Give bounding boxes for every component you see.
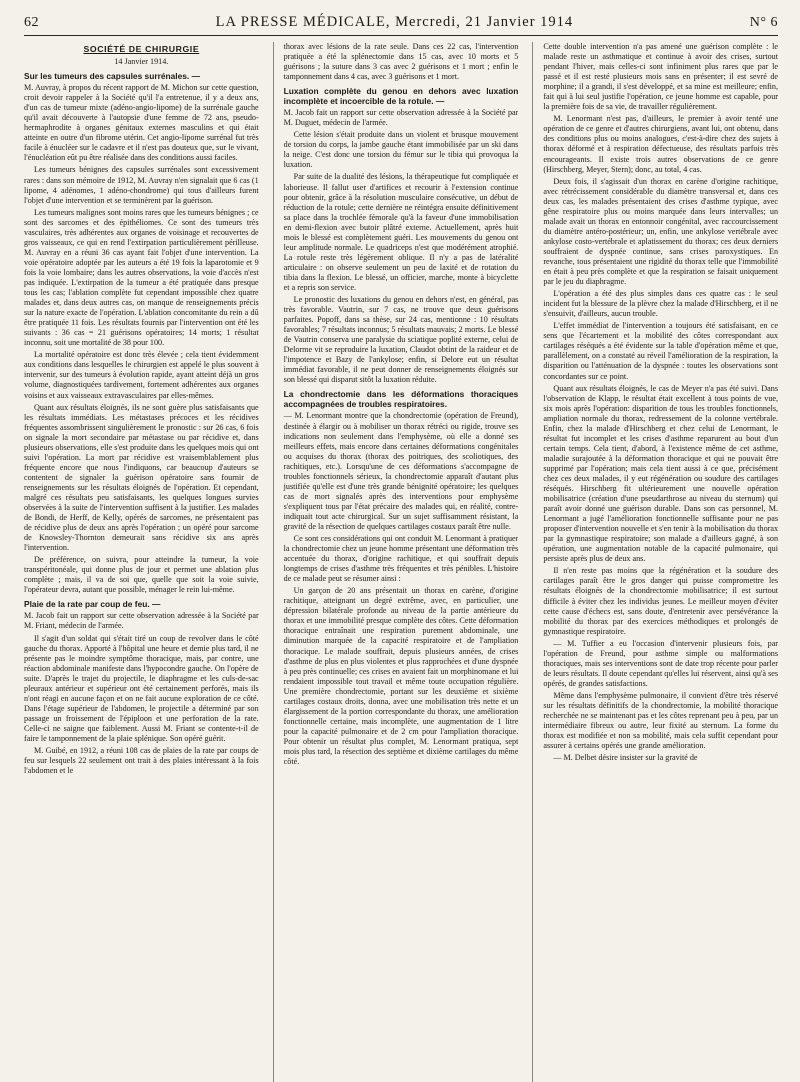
paragraph: L'opération a été des plus simples dans ces quatre cas : le seul incident fut la blessure de la plèvre chez la malade d'Hirschberg, et il ne s'ensuivit, d'ailleurs, aucun trouble. bbox=[543, 289, 778, 319]
paragraph: — M. Delbet désire insister sur la gravité de bbox=[553, 753, 698, 763]
paragraph: M. Auvray, à propos du récent rapport de M. Michon sur cette question, croit devoir rappeler à la Société qu'il l'a entretenue, il y a deux ans, d'un cas de tumeur mixte (adéno-angio-lipome) de la surrénale gauche qu'il avait découverte à l'autopsie d'une femme de 72 ans, pseudo-hermaphrodite à organes génitaux externes masculins et qui était atteinte en outre d'un fibrome utérin. Cet angio-lipome surrénal fut très facile à énucléer sur le cadavre et il n'est pas douteux que, sur le vivant, l'énucléation eût pu être réalisée dans des conditions aussi faciles. bbox=[24, 83, 259, 163]
paragraph: Quant aux résultats éloignés, ils ne sont guère plus satisfaisants que les résultats immédiats. Les métastases précoces et les récidives fréquentes assombrissent singulièrement le pronostic : sur 26 cas, 6 fois on signale la mort secondaire par métastase ou par récidive et, dans plusieurs observations, elle s'est produite dans les quelques mois qui ont suivi l'opération. La mort par récidive est vraisemblablement plus fréquente encore que nous l'indiquons, car beaucoup d'auteurs se contentent de signaler la guérison opératoire sans fournir de renseignements sur les résultats éloignés de l'opération. Et cependant, malgré ces résultats peu satisfaisants, les quelques longues survies observées à la suite de l'intervention suffisent à la justifier. Les malades de Bondi, de Herff, de Kelly, opérés de sarcomes, ne présentaient pas de récidive plus de deux ans après l'opération ; un opéré pour sarcome de Knowsley-Thornton demeurait sans récidive six ans après l'intervention. bbox=[24, 402, 259, 553]
column-1 bbox=[24, 42, 259, 1082]
paragraph: Cette double intervention n'a pas amené une guérison complète : le malade reste un asthmatique et continue à avoir des crises, surtout pendant l'hiver, mais celles-ci sont infiniment plus rares que par le passé et il est resté plusieurs mois sans en présenter; il est sevré de morphine; il a grandi, il s'est développé, et sa mine est meilleure; enfin, fait qui à lui seul justifie l'opération, ce jeune homme est capable, pour la première fois de sa vie, de travailler régulièrement. bbox=[543, 42, 778, 112]
paragraph: L'effet immédiat de l'intervention a toujours été satisfaisant, en ce sens que l'écartement et la mobilité des côtes correspondant aux cartilages réséqués a été évidente sur la table d'opération même et que, parallèlement, on a constaté au réveil l'amélioration de la respiration, la disparition ou l'atténuation de la dyspnée : toutes les observations sont concordantes sur ce point. bbox=[543, 321, 778, 381]
paragraph: Les tumeurs malignes sont moins rares que les tumeurs bénignes ; ce sont des sarcomes et des épithéliomes. Ce sont des tumeurs très vasculaires, très adhérentes aux organes de voisinage et recouvertes de gros vaisseaux, ce qui en rend l'extirpation particulièrement périlleuse. M. Auvray en a réuni 36 cas ayant fait l'objet d'une intervention. La voie opératoire adoptée par les auteurs a été 19 fois la laparotomie et 9 fois la voie lombaire; dans les autres observations, la voie d'accès n'est pas indiquée. L'extirpation de la tumeur a été pratiquée dans presque tous les cas; l'ablation complète fut cependant impossible chez quatre malades et, dans deux autres cas, on manque de renseignements précis sur la nature exacte de l'opération. L'ablation concomitante du rein a dû être pratiquée 11 fois. Les résultats fournis par l'intervention ont été les suivants : 36 cas = 21 guérisons opératoires; 14 morts; 1 résultat inconnu, soit une mortalité de 38 pour 100. bbox=[24, 207, 259, 348]
paragraph: Il n'en reste pas moins que la régénération et la soudure des cartilages paraît être le gros danger qui puisse compromettre les résultats éloignés de la chondrectomie mobilisatrice; il est surtout difficile à éviter chez les individus jeunes. Le meilleur moyen d'éviter cette cause d'échecs est, sans doute, d'entretenir avec persévérance la mobilité du thorax par des exercices méthodiques et prolongés de gymnastique respiratoire. bbox=[543, 566, 778, 636]
paragraph: Les tumeurs bénignes des capsules surrénales sont excessivement rares : dans son mémoire de 1912, M. Auvray n'en signalait que 6 cas (1 lipome, 4 adénomes, 1 adéno-chondrome) qui tous d'ailleurs furent l'objet d'une intervention et se terminèrent par la guérison. bbox=[24, 165, 259, 205]
heading-luxation-genou: Luxation complète du genou en dehors avec luxation incomplète et incoercible de la rotule. — bbox=[283, 86, 519, 107]
paragraph: Il s'agit d'un soldat qui s'était tiré un coup de revolver dans le côté gauche du thorax. Apporté à l'hôpital une heure et demie plus tard, il ne présente pas le moindre symptôme thoracique, mais, par contre, une réaction abdominale manifeste dans l'hypocondre gauche. On l'opère de suite. D'après le trajet du projectile, le diaphragme et les culs-de-sac pleuraux antérieur et supérieur ont été certainement perforés, mais ils n'ont réagi en aucune façon et on ne fait aucune exploration de ce côté. Dans l'étage supérieur de l'abdomen, le projectile a déterminé par son passage un froissement de l'épiploon et une perforation de la rate. Celle-ci ne saigne que faiblement. Aussi M. Friant se contente-t-il de faire le tamponnement de la plaie splénique. Son opéré guérit. bbox=[24, 633, 259, 743]
paragraph: M. Guibé, en 1912, a réuni 108 cas de plaies de la rate par coups de feu sur lesquels 22 seulement ont trait à des plaies intéressant à la fois l'abdomen et le bbox=[24, 746, 259, 776]
column-2 bbox=[273, 42, 519, 1082]
masthead bbox=[24, 14, 778, 36]
heading-plaie-rate: Plaie de la rate par coup de feu. — bbox=[24, 599, 161, 610]
paragraph: Deux fois, il s'agissait d'un thorax en carène d'origine rachitique, avec rétrécissement considérable du diamètre transversal et, dans ces deux cas, les malades présentaient des crises d'asthme typique, avec gêne respiratoire plus ou moins marquée dans leurs intervalles; un malade avait un thorax en entonnoir congénital, avec raccourcissement du diamètre antéro-postérieur; un, enfin, une ankylose vertébrale avec ankylose costo-vertébrale et aplatissement du thorax; ces deux derniers souffraient de dyspnée continue, sans crises paroxystiques. En revanche, tous présentaient une rigidité du thorax telle que l'immobilité en était à peu près complète et que la respiration se faisait uniquement par le jeu du diaphragme. bbox=[543, 176, 778, 287]
paragraph: Le pronostic des luxations du genou en dehors n'est, en général, pas très favorable. Vautrin, sur 7 cas, ne trouve que deux guérisons parfaites. Popoff, dans sa thèse, sur 24 cas, mentionne : 10 résultats favorables; 7 résultats inconnus; 5 résultats mauvais; 2 morts. Le blessé de Vautrin conserva une paralysie du sciatique poplité externe, celui de Delorme vit se reproduire la luxation, Claudot obtint de la raideur et de l'impotence et Bazy de l'ankylose; enfin, si Delore eut un résultat immédiat favorable, il ne peut donner de renseignements éloignés sur son blessé qui disparut sitôt la luxation réduite. bbox=[283, 295, 519, 385]
paragraph: Même dans l'emphysème pulmonaire, il convient d'être très réservé sur les résultats définitifs de la chondrectomie, la mobilité thoracique recherchée ne se maintenant pas et les côtes reprenant peu à peu, par un intermédiaire fibreux ou autre, leur fixité au sternum. La forme du thorax est modifiée et non sa mobilité, mais cela suffit cependant pour assurer à certains opérés une grande amélioration. bbox=[543, 690, 778, 751]
paragraph: Un garçon de 20 ans présentait un thorax en carène, d'origine rachitique, atteignant un degré extrême, avec, en particulier, une dépression bilatérale profonde au niveau de la partie antérieure du thorax et une immobilité presque complète des côtes. Cette déformation thoracique entraînait une respiration purement abdominale, une diminution marquée de la capacité respiratoire et de l'ampliation thoracique. Le malade souffrait, depuis plusieurs années, de crises d'asthme de plus en plus violentes et plus rapprochées et d'une dyspnée à peu près continuelle; ces crises en avaient fait un morphinomane et lui rendaient impossible tout travail et même toute occupation régulière. Une première chondrectomie, portant sur les deuxième et sixième cartilages costaux droits, donna, avec une mobilisation très nette et un élargissement de la portion correspondante du thorax, une amélioration fonctionnelle certaine, mais incomplète, une augmentation de 1 litre pour la capacité pulmonaire et de 2 cm pour l'ampliation thoracique. Pour obtenir un résultat plus complet, M. Lenormant pratiqua, sept mois plus tard, la résection des septième et dixième cartilages du même côté. bbox=[283, 586, 519, 767]
paragraph: — M. Tuffier a eu l'occasion d'intervenir plusieurs fois, par l'opération de Freund, pour asthme simple ou malformations thoraciques, mais ses interventions sont de date trop récente pour parler de leurs résultats. Il doute cependant qu'elles lui réservent, ainsi qu'à ses opérés, de grandes satisfactions. bbox=[543, 638, 778, 688]
issue-number: N° 6 bbox=[749, 15, 778, 30]
page-number: 62 bbox=[24, 15, 39, 30]
paragraph: M. Lenormant n'est pas, d'ailleurs, le premier à avoir tenté une opération de ce genre et d'autres chirurgiens, avant lui, ont obtenu, dans des conditions plus ou moins analogues, c'est-à-dire chez des sujets à thorax déformé et à respiration défectueuse, des résultats parfois très encourageants. Il existe trois autres observations de ce genre (Hirschberg, Meyer, Stern); donc, au total, 4 cas. bbox=[543, 114, 778, 174]
paragraph: — M. Lenormant montre que la chondrectomie (opération de Freund), destinée à élargir ou à mobiliser un thorax rétréci ou rigide, trouve ses indications non seulement dans l'emphysème, où elle a donné ses meilleurs effets, mais encore dans certaines déformations congénitales ou acquises du thorax (thorax des poitriques, des scoliotiques, des rachitiques, etc.). Lorsqu'une de ces déformations s'accompagne de troubles fonctionnels sérieux, la chondrectomie apparaît d'autant plus justifiée qu'elle est d'une très grande bénignité opératoire; les quelques cas de mort signalés après des interventions pour emphysème s'expliquent tous par l'état précaire des malades qui, en réalité, contre-indiquait tout acte chirurgical. Sur un sujet suffisamment résistant, la gravité de la résection de quelques cartilages costaux paraît être nulle. bbox=[283, 411, 519, 531]
article-columns bbox=[24, 42, 778, 1082]
paragraph: Ce sont ces considérations qui ont conduit M. Lenormant à pratiquer la chondrectomie chez un jeune homme présentant une déformation très accentuée du thorax, d'origine rachitique, et qui souffrait depuis longtemps de crises d'asthme très fréquentes et très pénibles. L'histoire de ce malade peut se résumer ainsi : bbox=[283, 534, 519, 584]
paragraph: Par suite de la dualité des lésions, la thérapeutique fut compliquée et laborieuse. Il fallut user d'artifices et recourir à l'extension continue pour obtenir, grâce à la résolution musculaire consécutive, un début de réduction de la rotule; cette dernière ne réintégra ensuite définitivement sa place dans la trochlée fémorale qu'à la faveur d'une immobilisation en demi-flexion avec butoir plâtré externe. Actuellement, après huit mois le blessé est complètement guéri. Les mouvements du genou ont leur amplitude normale. Le quadriceps n'est que modérément atrophié. La rotule reste très légèrement oblique. Il n'y a pas de latéralité articulaire : on observe seulement un peu de laxité et de rotation du tibia dans la flexion. Le blessé, un officier, marche, monte à bicyclette et a repris son service. bbox=[283, 172, 519, 292]
paragraph: M. Jacob fait un rapport sur cette observation adressée à la Société par M. Friant, médecin de l'armée. bbox=[24, 611, 259, 631]
section-title: SOCIÉTÉ DE CHIRURGIE bbox=[83, 44, 200, 54]
column-3 bbox=[532, 42, 778, 1082]
paragraph: thorax avec lésions de la rate seule. Dans ces 22 cas, l'intervention pratiquée a été la splénectomie dans 15 cas, avec 10 morts et 5 guérisons ; la suture dans 3 cas avec 2 guérisons et 1 mort ; enfin le tamponnement dans 4 cas, avec 3 guérisons et 1 mort. bbox=[283, 42, 519, 82]
paragraph: Cette lésion s'était produite dans un violent et brusque mouvement de torsion du corps, la jambe gauche étant immobilisée par un ski dans la neige. C'est donc une torsion du fémur sur le tibia qui provoqua la luxation. bbox=[283, 130, 519, 170]
heading-chondrectomie: La chondrectomie dans les déformations thoraciques accompagnées de troubles respiratoires. bbox=[283, 389, 519, 410]
heading-surrenales: Sur les tumeurs des capsules surrénales. — bbox=[24, 71, 200, 82]
paragraph: La mortalité opératoire est donc très élevée ; cela tient évidemment aux conditions dans lesquelles le chirurgien est appelé le plus souvent à intervenir, sur des tumeurs à évolution rapide, ayant atteint déjà un gros volume, diagnostiquées tardivement, fortement adhérentes aux organes voisins et aux vaisseaux extravasculaires par elles-mêmes. bbox=[24, 350, 259, 400]
journal-title: LA PRESSE MÉDICALE, Mercredi, 21 Janvier 1914 bbox=[215, 14, 574, 30]
paragraph: M. Jacob fait un rapport sur cette observation adressée à la Société par M. Duguet, médecin de l'armée. bbox=[283, 108, 519, 128]
paragraph: Quant aux résultats éloignés, le cas de Meyer n'a pas été suivi. Dans l'observation de Klapp, le résultat était excellent à tous points de vue, six mois après l'opération: disparition de tous les troubles fonctionnels, ampliation normale du thorax, redressement de la colonne vertébrale. Enfin, chez la malade d'Hirschberg et chez celui de Lenormant, le résultat fut incomplet et les crises d'asthme reparurent au bout d'un certain temps. Cela tient, d'abord, à l'existence même de cet asthme, maladie surajoutée à la déformation thoracique et qui ne pouvait être supprimé par l'opération; mais cela tient aussi à ce que, précisément chez ces deux malades, il y eut régénération ou soudure des cartilages réséqués. Hirschberg fit ultérieurement une nouvelle opération mobilisatrice (création d'une pseudarthrose au niveau du sternum) qui paraît avoir donné une guérison durable. Dans son cas personnel, M. Lenormant a jugé l'amélioration fonctionnelle suffisante pour ne pas proposer d'intervention nouvelle et s'en tenir à la mobilisation du thorax par la gymnastique respiratoire; son malade a d'ailleurs gagné, à son opération, une augmentation notable de la capacité pulmonaire, qui persiste après plus de deux ans. bbox=[543, 383, 778, 564]
paragraph: De préférence, on suivra, pour atteindre la tumeur, la voie transpéritonéale, qui donne plus de jour et permet une ablation plus complète ; mais, il va de soi que, quelle que soit la voie suivie, l'opérateur devra, autant que possible, ménager le rein lui-même. bbox=[24, 555, 259, 595]
section-date: 14 Janvier 1914. bbox=[114, 57, 169, 67]
